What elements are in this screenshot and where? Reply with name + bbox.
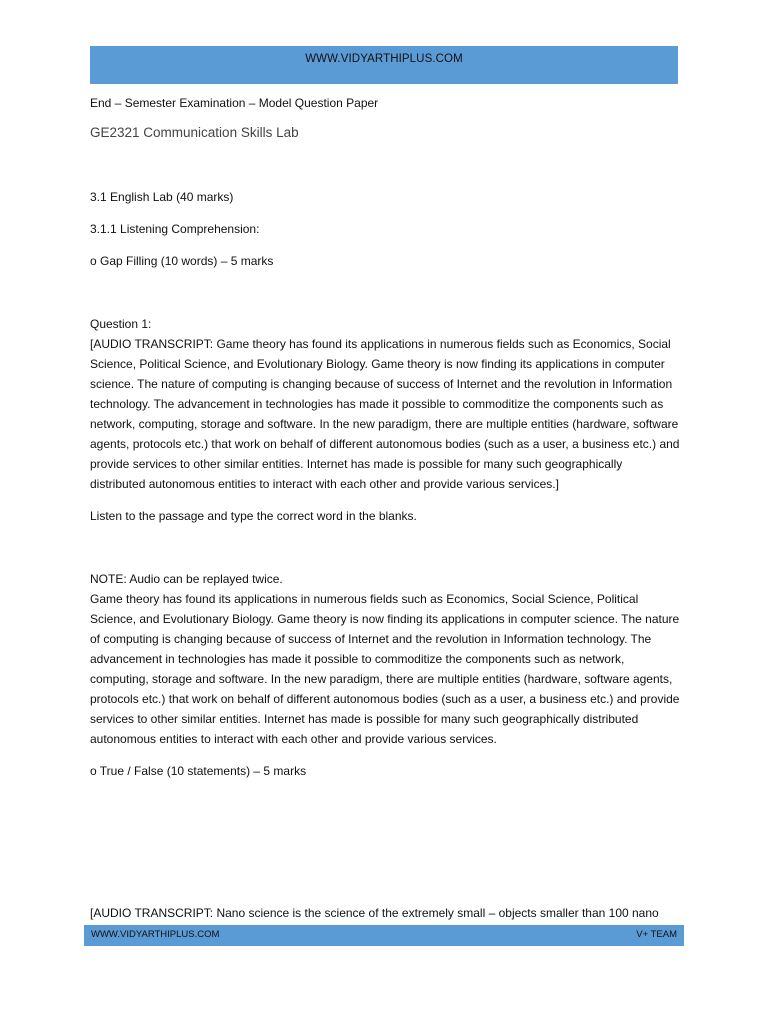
question-label: Question 1: bbox=[90, 317, 152, 331]
page-header-bar bbox=[90, 46, 678, 84]
document-body bbox=[90, 93, 680, 781]
gap-filling-item: o Gap Filling (10 words) – 5 marks bbox=[90, 254, 274, 268]
true-false-item: o True / False (10 statements) – 5 marks bbox=[90, 764, 307, 778]
passage-text: Game theory has found its applications in numerous fields such as Economics, Social Science, Political Science, and Evolutionary Biology. Game theory is now finding its applications in computer science. The nature of computing is changing because of success of Internet and the revolution in Information technology. The advancement in technologies has made it possible to commoditize the components such as network, computing, storage and software. In the new paradigm, there are multiple entities (hardware, software agents, protocols etc.) that work on behalf of different autonomous bodies (such as a user, a business etc.) and provide services to other similar entities. Internet has made is possible for many such geographically distributed autonomous entities to interact with each other and provide various services. bbox=[90, 592, 680, 746]
footer-site-url: WWW.VIDYARTHIPLUS.COM bbox=[91, 929, 220, 940]
exam-title: End – Semester Examination – Model Question Paper bbox=[90, 96, 379, 110]
subsection-heading: 3.1.1 Listening Comprehension: bbox=[90, 222, 260, 236]
audio-transcript-1: [AUDIO TRANSCRIPT: Game theory has found its applications in numerous fields such as Economics, Social Science, Political Science, and Evolutionary Biology. Game theory is now finding its applications in computer science. The nature of computing is changing because of success of Internet and the revolution in Information technology. The advancement in technologies has made it possible to commoditize the components such as network, computing, storage and software. In the new paradigm, there are multiple entities (hardware, software agents, protocols etc.) that work on behalf of different autonomous bodies (such as a user, a business etc.) and provide services to other similar entities. Internet has made is possible for many such geographically distributed autonomous entities to interact with each other and provide various services.] bbox=[90, 337, 680, 491]
note-text: NOTE: Audio can be replayed twice. bbox=[90, 572, 283, 586]
footer-team: V+ TEAM bbox=[636, 929, 677, 940]
section-heading: 3.1 English Lab (40 marks) bbox=[90, 190, 234, 204]
course-title: GE2321 Communication Skills Lab bbox=[90, 125, 299, 140]
transcript-2-clipped bbox=[90, 903, 690, 924]
header-site-url: WWW.VIDYARTHIPLUS.COM bbox=[305, 53, 463, 65]
audio-transcript-2-start: [AUDIO TRANSCRIPT: Nano science is the science of the extremely small – objects smaller than 100 nano bbox=[90, 906, 659, 920]
instruction-text: Listen to the passage and type the correct word in the blanks. bbox=[90, 509, 417, 523]
page-footer-bar bbox=[84, 925, 684, 946]
